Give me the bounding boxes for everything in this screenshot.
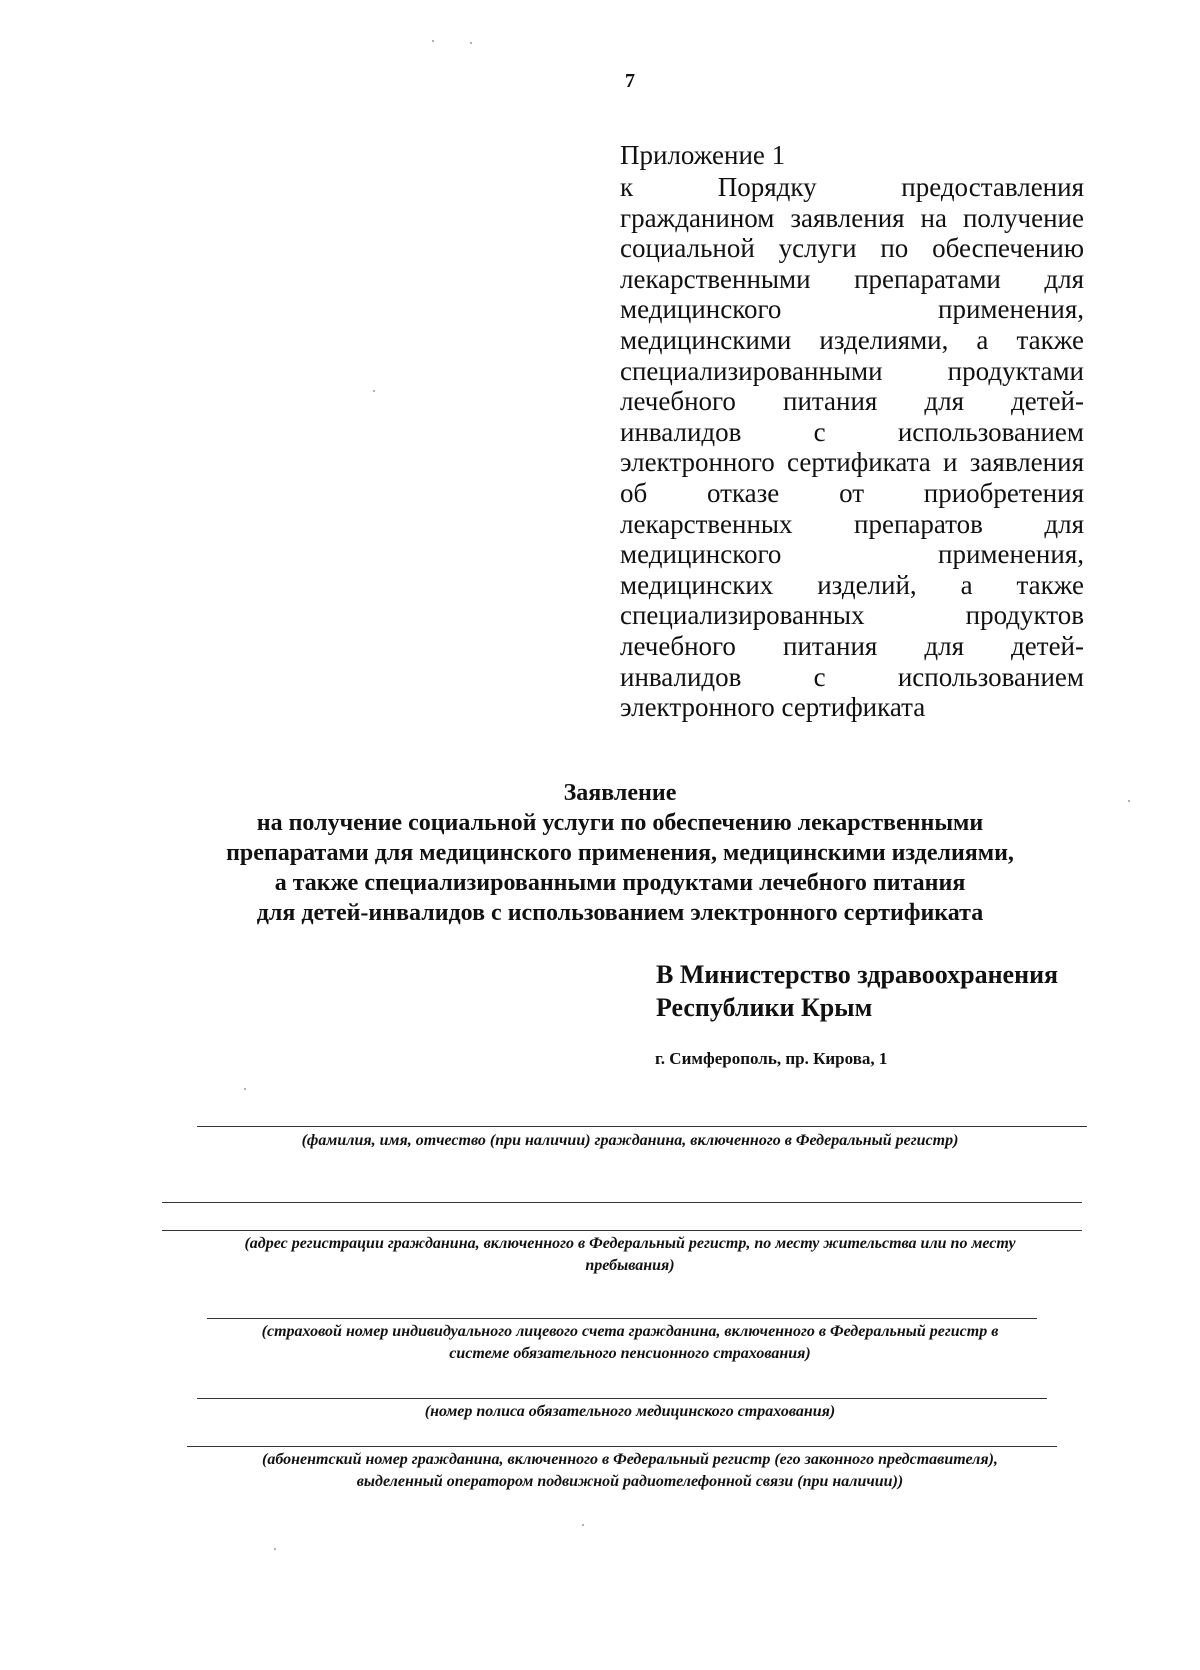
title-line: на получение социальной услуги по обеспечению лекарственными — [256, 810, 984, 836]
scan-speck — [274, 1548, 276, 1550]
scan-speck — [432, 40, 434, 42]
scan-speck — [582, 1524, 584, 1526]
snils-field-caption — [160, 1321, 1100, 1365]
appendix-text: к Порядку предоставления гражданином заявления на получение социальной услуги по обеспечению лекарственными препаратами для медицинского применения, медицинскими изделиями, а также специализированными продуктами лечебного питания для детей-инвалидов с использованием электронного сертификата и заявления об отказе от приобретения лекарственных препаратов для медицинского применения, медицинских изделий, а также специализированных продуктов лечебного питания для детей-инвалидов с использованием электронного сертификата — [620, 172, 1084, 723]
caption-line: (адрес регистрации гражданина, включенного в Федеральный регистр, по месту жительства или по месту — [244, 1235, 1016, 1252]
address-field-line-1[interactable] — [162, 1202, 1082, 1203]
caption-line: (абонентский номер гражданина, включенного в Федеральный регистр (его законного представителя), — [262, 1451, 998, 1468]
title-line: для детей-инвалидов с использованием электронного сертификата — [256, 900, 984, 926]
title-line: а также специализированными продуктами лечебного питания — [274, 870, 966, 896]
caption-line: выделенный оператором подвижной радиотелефонной связи (при наличии)) — [356, 1473, 904, 1490]
scan-speck — [470, 42, 472, 44]
caption-line: (фамилия, имя, отчество (при наличии) гражданина, включенного в Федеральный регистр) — [301, 1132, 959, 1149]
addressee-line: Республики Крым — [656, 993, 873, 1022]
caption-line: (номер полиса обязательного медицинского страхования) — [424, 1403, 836, 1420]
scan-speck — [244, 1088, 246, 1090]
caption-line: (страховой номер индивидуального лицевого счета гражданина, включенного в Федеральный регистр в — [261, 1323, 999, 1340]
address-field-caption — [160, 1233, 1100, 1277]
phone-field-line[interactable] — [187, 1446, 1057, 1447]
addressee-block — [656, 958, 1058, 1024]
address-field-line-2[interactable] — [162, 1230, 1082, 1231]
addressee-address: г. Симферополь, пр. Кирова, 1 — [655, 1049, 888, 1068]
caption-line: системе обязательного пенсионного страхования) — [449, 1345, 811, 1362]
page-number: 7 — [625, 70, 635, 92]
phone-field-caption — [160, 1449, 1100, 1493]
addressee-line: В Министерство здравоохранения — [656, 960, 1059, 989]
name-field-line[interactable] — [197, 1126, 1087, 1127]
policy-field-line[interactable] — [197, 1398, 1047, 1399]
policy-field-caption — [160, 1401, 1100, 1423]
document-title — [150, 778, 1090, 928]
scan-speck — [1128, 800, 1130, 802]
name-field-caption — [160, 1130, 1100, 1152]
title-line: Заявление — [563, 780, 677, 806]
caption-line: пребывания) — [585, 1257, 675, 1274]
appendix-title: Приложение 1 — [620, 140, 786, 170]
title-line: препаратами для медицинского применения, медицинскими изделиями, — [226, 840, 1014, 866]
scan-speck — [373, 390, 375, 392]
snils-field-line[interactable] — [207, 1318, 1037, 1319]
